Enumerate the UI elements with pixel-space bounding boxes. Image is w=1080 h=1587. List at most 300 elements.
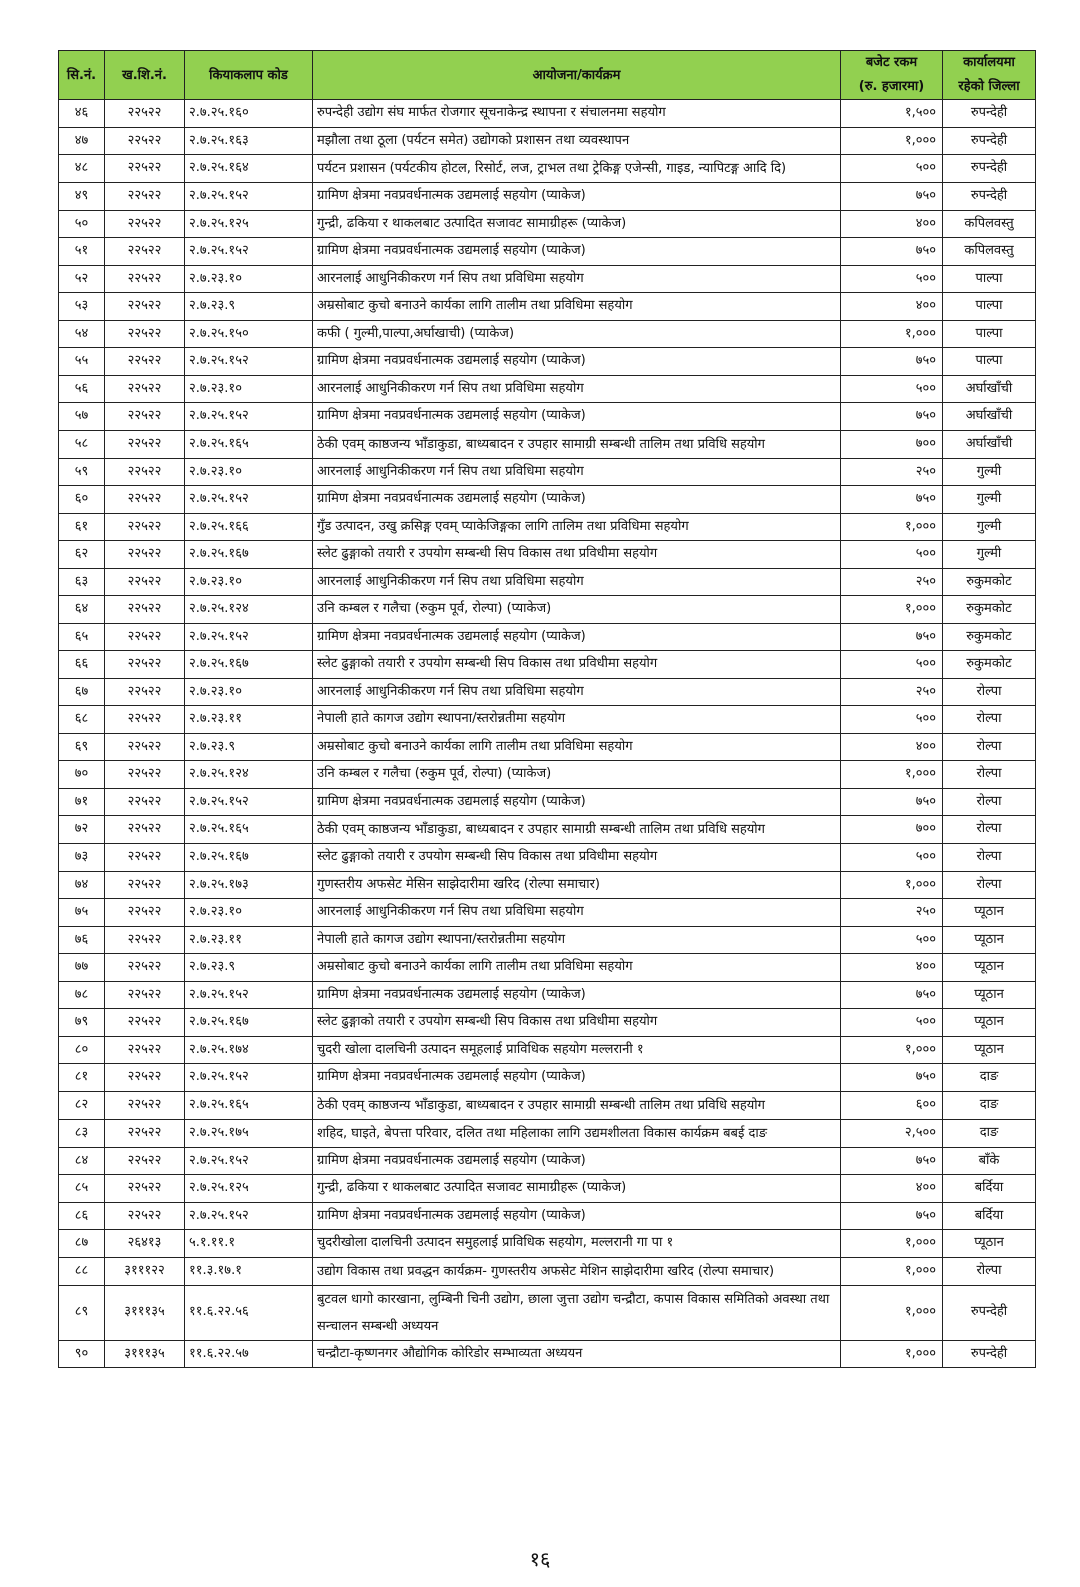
cell-budget-code: २२५२२ — [105, 486, 185, 514]
cell-sn: ४६ — [59, 100, 105, 128]
cell-sn: ४९ — [59, 183, 105, 211]
cell-amount: ७५० — [841, 1202, 943, 1230]
cell-sn: ५४ — [59, 320, 105, 348]
cell-sn: ५० — [59, 210, 105, 238]
cell-budget-code: ३१११२२ — [105, 1257, 185, 1285]
cell-sn: ५३ — [59, 293, 105, 321]
cell-amount: १,००० — [841, 513, 943, 541]
table-row — [59, 1230, 1036, 1258]
header-project: आयोजना/कार्यक्रम — [313, 51, 841, 100]
cell-district: गुल्मी — [943, 513, 1036, 541]
table-row — [59, 844, 1036, 872]
cell-budget-code: २२५२२ — [105, 651, 185, 679]
cell-sn: ८७ — [59, 1230, 105, 1258]
cell-sn: ७८ — [59, 981, 105, 1009]
cell-activity-code: २.७.२५.१५२ — [185, 1147, 313, 1175]
cell-district: पाल्पा — [943, 293, 1036, 321]
table-row — [59, 1257, 1036, 1285]
cell-district: पाल्पा — [943, 348, 1036, 376]
cell-activity-code: २.७.२५.१५२ — [185, 183, 313, 211]
table-row — [59, 899, 1036, 927]
cell-project: ग्रामिण क्षेत्रमा नवप्रवर्धनात्मक उद्यमलाई सहयोग (प्याकेज) — [313, 788, 841, 816]
cell-budget-code: २२५२२ — [105, 541, 185, 569]
cell-district: बाँके — [943, 1147, 1036, 1175]
cell-district: कपिलवस्तु — [943, 210, 1036, 238]
cell-project: ग्रामिण क्षेत्रमा नवप्रवर्धनात्मक उद्यमलाई सहयोग (प्याकेज) — [313, 403, 841, 431]
cell-district: रुपन्देही — [943, 100, 1036, 128]
cell-amount: १,००० — [841, 1257, 943, 1285]
cell-district: रुपन्देही — [943, 183, 1036, 211]
cell-district: रोल्पा — [943, 788, 1036, 816]
cell-sn: ६३ — [59, 568, 105, 596]
cell-activity-code: २.७.२५.१६५ — [185, 430, 313, 458]
cell-district: रुपन्देही — [943, 1340, 1036, 1368]
cell-budget-code: २२५२२ — [105, 596, 185, 624]
cell-project: अम्रसोबाट कुचो बनाउने कार्यका लागि तालीम तथा प्रविधिमा सहयोग — [313, 954, 841, 982]
cell-activity-code: २.७.२५.१६७ — [185, 1009, 313, 1037]
cell-amount: ४०० — [841, 210, 943, 238]
cell-project: आरनलाई आधुनिकीकरण गर्न सिप तथा प्रविधिमा सहयोग — [313, 568, 841, 596]
cell-amount: १,००० — [841, 127, 943, 155]
cell-project: गुणस्तरीय अफसेट मेसिन साझेदारीमा खरिद (रोल्पा समाचार) — [313, 871, 841, 899]
cell-district: रोल्पा — [943, 761, 1036, 789]
cell-project: ग्रामिण क्षेत्रमा नवप्रवर्धनात्मक उद्यमलाई सहयोग (प्याकेज) — [313, 1147, 841, 1175]
table-row — [59, 1064, 1036, 1092]
header-budget — [841, 51, 943, 100]
cell-district: प्यूठान — [943, 1230, 1036, 1258]
cell-sn: ६६ — [59, 651, 105, 679]
cell-amount: ५०० — [841, 651, 943, 679]
cell-budget-code: २२५२२ — [105, 513, 185, 541]
cell-district: प्यूठान — [943, 954, 1036, 982]
cell-budget-code: २२५२२ — [105, 844, 185, 872]
cell-budget-code: २२५२२ — [105, 1175, 185, 1203]
cell-activity-code: २.७.२५.१२४ — [185, 761, 313, 789]
cell-amount: २,५०० — [841, 1119, 943, 1147]
cell-sn: ८१ — [59, 1064, 105, 1092]
table-row — [59, 651, 1036, 679]
cell-amount: ७०० — [841, 816, 943, 844]
table-row — [59, 733, 1036, 761]
cell-district: रुकुमकोट — [943, 568, 1036, 596]
cell-budget-code: २२५२२ — [105, 430, 185, 458]
cell-project: अम्रसोबाट कुचो बनाउने कार्यका लागि तालीम तथा प्रविधिमा सहयोग — [313, 293, 841, 321]
header-district-line1: कार्यालयमा — [963, 55, 1015, 70]
cell-activity-code: २.७.२५.१५२ — [185, 788, 313, 816]
cell-amount: ७५० — [841, 788, 943, 816]
cell-amount: ४०० — [841, 733, 943, 761]
cell-activity-code: २.७.२५.१५२ — [185, 623, 313, 651]
cell-amount: २५० — [841, 678, 943, 706]
cell-sn: ५८ — [59, 430, 105, 458]
table-row — [59, 155, 1036, 183]
cell-district: प्यूठान — [943, 899, 1036, 927]
cell-sn: ७३ — [59, 844, 105, 872]
cell-sn: ६० — [59, 486, 105, 514]
cell-district: अर्घाखाँची — [943, 403, 1036, 431]
header-district — [943, 51, 1036, 100]
cell-activity-code: २.७.२३.१० — [185, 375, 313, 403]
cell-budget-code: २२५२२ — [105, 320, 185, 348]
cell-project: ग्रामिण क्षेत्रमा नवप्रवर्धनात्मक उद्यमलाई सहयोग (प्याकेज) — [313, 183, 841, 211]
table-row — [59, 1340, 1036, 1368]
cell-activity-code: २.७.२५.१५२ — [185, 238, 313, 266]
table-row — [59, 238, 1036, 266]
cell-district: प्यूठान — [943, 926, 1036, 954]
cell-budget-code: २२५२२ — [105, 981, 185, 1009]
table-row — [59, 375, 1036, 403]
table-row — [59, 678, 1036, 706]
table-row — [59, 430, 1036, 458]
table-row — [59, 127, 1036, 155]
cell-district: गुल्मी — [943, 541, 1036, 569]
cell-budget-code: २२५२२ — [105, 761, 185, 789]
cell-project: ग्रामिण क्षेत्रमा नवप्रवर्धनात्मक उद्यमलाई सहयोग (प्याकेज) — [313, 981, 841, 1009]
cell-amount: ५०० — [841, 541, 943, 569]
cell-district: रुपन्देही — [943, 127, 1036, 155]
cell-project: रुपन्देही उद्योग संघ मार्फत रोजगार सूचनाकेन्द्र स्थापना र संचालनमा सहयोग — [313, 100, 841, 128]
cell-activity-code: २.७.२५.१६७ — [185, 651, 313, 679]
cell-activity-code: २.७.२३.९ — [185, 954, 313, 982]
cell-project: स्लेट ढुङ्गाको तयारी र उपयोग सम्बन्धी सिप विकास तथा प्रविधीमा सहयोग — [313, 651, 841, 679]
cell-district: पाल्पा — [943, 265, 1036, 293]
cell-budget-code: २२५२२ — [105, 623, 185, 651]
cell-amount: १,००० — [841, 1285, 943, 1340]
cell-district: रोल्पा — [943, 844, 1036, 872]
cell-district: प्यूठान — [943, 981, 1036, 1009]
cell-budget-code: २२५२२ — [105, 706, 185, 734]
table-row — [59, 1009, 1036, 1037]
cell-budget-code: २२५२२ — [105, 733, 185, 761]
cell-activity-code: २.७.२५.१७५ — [185, 1119, 313, 1147]
table-row — [59, 1175, 1036, 1203]
cell-sn: ८५ — [59, 1175, 105, 1203]
cell-district: अर्घाखाँची — [943, 430, 1036, 458]
cell-district: रुकुमकोट — [943, 651, 1036, 679]
cell-sn: ८४ — [59, 1147, 105, 1175]
table-row — [59, 596, 1036, 624]
cell-project: चुदरीखोला दालचिनी उत्पादन समुहलाई प्राविधिक सहयोग, मल्लरानी गा पा १ — [313, 1230, 841, 1258]
cell-amount: ५०० — [841, 375, 943, 403]
cell-project: गुँड उत्पादन, उखु क्रसिङ्ग एवम् प्याकेजिङ्गका लागि तालिम तथा प्रविधिमा सहयोग — [313, 513, 841, 541]
cell-amount: ७५० — [841, 623, 943, 651]
cell-district: रुपन्देही — [943, 155, 1036, 183]
cell-activity-code: २.७.२३.१० — [185, 678, 313, 706]
cell-project: ठेकी एवम् काष्ठजन्य भाँडाकुडा, बाध्यबादन र उपहार सामाग्री सम्बन्धी तालिम तथा प्रविधि सहयोग — [313, 1091, 841, 1119]
cell-sn: ८९ — [59, 1285, 105, 1340]
cell-activity-code: २.७.२५.१६३ — [185, 127, 313, 155]
cell-district: रोल्पा — [943, 733, 1036, 761]
cell-sn: ९० — [59, 1340, 105, 1368]
table-row — [59, 926, 1036, 954]
cell-sn: ७७ — [59, 954, 105, 982]
cell-amount: ५०० — [841, 926, 943, 954]
cell-amount: ७५० — [841, 403, 943, 431]
cell-project: आरनलाई आधुनिकीकरण गर्न सिप तथा प्रविधिमा सहयोग — [313, 375, 841, 403]
cell-project: ग्रामिण क्षेत्रमा नवप्रवर्धनात्मक उद्यमलाई सहयोग (प्याकेज) — [313, 348, 841, 376]
table-row — [59, 513, 1036, 541]
cell-sn: ५१ — [59, 238, 105, 266]
cell-activity-code: २.७.२५.१५२ — [185, 348, 313, 376]
cell-activity-code: २.७.२३.१० — [185, 568, 313, 596]
cell-sn: ५५ — [59, 348, 105, 376]
table-row — [59, 1119, 1036, 1147]
cell-activity-code: २.७.२५.१५२ — [185, 1064, 313, 1092]
cell-budget-code: २६४१३ — [105, 1230, 185, 1258]
header-activity-code: कियाकलाप कोड — [185, 51, 313, 100]
cell-budget-code: २२५२२ — [105, 403, 185, 431]
cell-district: रोल्पा — [943, 1257, 1036, 1285]
cell-activity-code: २.७.२५.१५२ — [185, 486, 313, 514]
cell-project: ठेकी एवम् काष्ठजन्य भाँडाकुडा, बाध्यबादन र उपहार सामाग्री सम्बन्धी तालिम तथा प्रविधि सहयोग — [313, 816, 841, 844]
cell-amount: १,००० — [841, 1340, 943, 1368]
cell-sn: ५९ — [59, 458, 105, 486]
cell-amount: ६०० — [841, 1091, 943, 1119]
cell-sn: ८३ — [59, 1119, 105, 1147]
cell-activity-code: २.७.२५.१२५ — [185, 1175, 313, 1203]
cell-amount: ४०० — [841, 1175, 943, 1203]
cell-amount: ७५० — [841, 486, 943, 514]
cell-budget-code: २२५२२ — [105, 127, 185, 155]
cell-budget-code: ३१११३५ — [105, 1340, 185, 1368]
cell-district: अर्घाखाँची — [943, 375, 1036, 403]
cell-activity-code: ५.१.११.१ — [185, 1230, 313, 1258]
table-header-row — [59, 51, 1036, 100]
table-row — [59, 458, 1036, 486]
cell-district: बर्दिया — [943, 1202, 1036, 1230]
cell-activity-code: २.७.२५.१६६ — [185, 513, 313, 541]
cell-budget-code: २२५२२ — [105, 1064, 185, 1092]
cell-activity-code: २.७.२५.१५२ — [185, 1202, 313, 1230]
cell-project: नेपाली हाते कागज उद्योग स्थापना/स्तरोन्नतीमा सहयोग — [313, 706, 841, 734]
cell-activity-code: २.७.२५.१२५ — [185, 210, 313, 238]
cell-project: उनि कम्बल र गलैचा (रुकुम पूर्व, रोल्पा) (प्याकेज) — [313, 761, 841, 789]
cell-district: रोल्पा — [943, 706, 1036, 734]
cell-project: ठेकी एवम् काष्ठजन्य भाँडाकुडा, बाध्यबादन र उपहार सामाग्री सम्बन्धी तालिम तथा प्रविधि सहयोग — [313, 430, 841, 458]
table-row — [59, 1285, 1036, 1340]
cell-sn: ५२ — [59, 265, 105, 293]
cell-activity-code: २.७.२५.१६५ — [185, 816, 313, 844]
cell-activity-code: २.७.२३.११ — [185, 706, 313, 734]
table-row — [59, 1036, 1036, 1064]
cell-budget-code: २२५२२ — [105, 210, 185, 238]
cell-sn: ७२ — [59, 816, 105, 844]
cell-amount: १,००० — [841, 1230, 943, 1258]
cell-budget-code: २२५२२ — [105, 293, 185, 321]
cell-activity-code: २.७.२५.१६० — [185, 100, 313, 128]
table-row — [59, 816, 1036, 844]
cell-sn: ७५ — [59, 899, 105, 927]
cell-sn: ७१ — [59, 788, 105, 816]
cell-sn: ८८ — [59, 1257, 105, 1285]
cell-amount: ४०० — [841, 954, 943, 982]
table-row — [59, 265, 1036, 293]
cell-sn: ८६ — [59, 1202, 105, 1230]
cell-project: बुटवल धागो कारखाना, लुम्बिनी चिनी उद्योग, छाला जुत्ता उद्योग चन्द्रौटा, कपास विकास समितिको अवस्था तथा सन्चालन सम्बन्धी अध्ययन — [313, 1285, 841, 1340]
cell-budget-code: २२५२२ — [105, 458, 185, 486]
cell-sn: ७६ — [59, 926, 105, 954]
cell-activity-code: २.७.२५.१७३ — [185, 871, 313, 899]
cell-budget-code: २२५२२ — [105, 265, 185, 293]
cell-project: उद्योग विकास तथा प्रवद्धन कार्यक्रम- गुणस्तरीय अफसेट मेशिन साझेदारीमा खरिद (रोल्पा समाचार) — [313, 1257, 841, 1285]
cell-sn: ४८ — [59, 155, 105, 183]
cell-project: मझौला तथा ठूला (पर्यटन समेत) उद्योगको प्रशासन तथा व्यवस्थापन — [313, 127, 841, 155]
cell-district: रुकुमकोट — [943, 596, 1036, 624]
table-row — [59, 403, 1036, 431]
cell-amount: ७०० — [841, 430, 943, 458]
cell-activity-code: २.७.२३.९ — [185, 293, 313, 321]
cell-district: कपिलवस्तु — [943, 238, 1036, 266]
cell-activity-code: २.७.२३.१० — [185, 899, 313, 927]
cell-sn: ६७ — [59, 678, 105, 706]
cell-sn: ६१ — [59, 513, 105, 541]
cell-budget-code: २२५२२ — [105, 871, 185, 899]
cell-activity-code: २.७.२५.१५२ — [185, 403, 313, 431]
page-number: १६ — [529, 1547, 551, 1571]
cell-project: कफी ( गुल्मी,पाल्पा,अर्घाखाची) (प्याकेज) — [313, 320, 841, 348]
cell-amount: ७५० — [841, 1064, 943, 1092]
cell-amount: ५०० — [841, 1009, 943, 1037]
cell-project: आरनलाई आधुनिकीकरण गर्न सिप तथा प्रविधिमा सहयोग — [313, 458, 841, 486]
header-budget-code: ख.शि.नं. — [105, 51, 185, 100]
cell-amount: २५० — [841, 899, 943, 927]
cell-project: शहिद, घाइते, बेपत्ता परिवार, दलित तथा महिलाका लागि उद्यमशीलता विकास कार्यक्रम बबई दाङ — [313, 1119, 841, 1147]
cell-amount: २५० — [841, 568, 943, 596]
cell-project: ग्रामिण क्षेत्रमा नवप्रवर्धनात्मक उद्यमलाई सहयोग (प्याकेज) — [313, 1202, 841, 1230]
cell-budget-code: २२५२२ — [105, 954, 185, 982]
cell-activity-code: २.७.२५.१५० — [185, 320, 313, 348]
cell-budget-code: २२५२२ — [105, 568, 185, 596]
table-row — [59, 568, 1036, 596]
cell-project: स्लेट ढुङ्गाको तयारी र उपयोग सम्बन्धी सिप विकास तथा प्रविधीमा सहयोग — [313, 844, 841, 872]
table-row — [59, 210, 1036, 238]
cell-sn: ७४ — [59, 871, 105, 899]
table-row — [59, 486, 1036, 514]
cell-project: गुन्द्री, ढकिया र थाकलबाट उत्पादित सजावट सामाग्रीहरू (प्याकेज) — [313, 1175, 841, 1203]
cell-budget-code: २२५२२ — [105, 926, 185, 954]
cell-activity-code: २.७.२५.१२४ — [185, 596, 313, 624]
cell-amount: ५०० — [841, 155, 943, 183]
cell-project: स्लेट ढुङ्गाको तयारी र उपयोग सम्बन्धी सिप विकास तथा प्रविधीमा सहयोग — [313, 1009, 841, 1037]
cell-district: दाङ — [943, 1119, 1036, 1147]
table-row — [59, 1202, 1036, 1230]
cell-amount: १,००० — [841, 871, 943, 899]
cell-sn: ५६ — [59, 375, 105, 403]
cell-activity-code: २.७.२३.१० — [185, 265, 313, 293]
cell-activity-code: २.७.२५.१५२ — [185, 981, 313, 1009]
cell-activity-code: २.७.२५.१६४ — [185, 155, 313, 183]
cell-activity-code: २.७.२५.१६७ — [185, 844, 313, 872]
cell-project: नेपाली हाते कागज उद्योग स्थापना/स्तरोन्नतीमा सहयोग — [313, 926, 841, 954]
cell-project: ग्रामिण क्षेत्रमा नवप्रवर्धनात्मक उद्यमलाई सहयोग (प्याकेज) — [313, 238, 841, 266]
cell-budget-code: २२५२२ — [105, 100, 185, 128]
cell-district: गुल्मी — [943, 486, 1036, 514]
cell-sn: ५७ — [59, 403, 105, 431]
cell-budget-code: २२५२२ — [105, 1091, 185, 1119]
cell-budget-code: २२५२२ — [105, 1147, 185, 1175]
table-row — [59, 761, 1036, 789]
header-budget-line1: बजेट रकम — [865, 55, 918, 70]
cell-district: दाङ — [943, 1064, 1036, 1092]
cell-amount: ७५० — [841, 348, 943, 376]
cell-activity-code: २.७.२३.९ — [185, 733, 313, 761]
cell-project: चन्द्रौटा-कृष्णनगर औद्योगिक कोरिडोर सम्भाव्यता अध्ययन — [313, 1340, 841, 1368]
cell-project: पर्यटन प्रशासन (पर्यटकीय होटल, रिसोर्ट, लज, ट्राभल तथा ट्रेकिङ्ग एजेन्सी, गाइड, न्यापिटङ्ग आदि दि) — [313, 155, 841, 183]
cell-activity-code: २.७.२३.११ — [185, 926, 313, 954]
cell-budget-code: २२५२२ — [105, 155, 185, 183]
cell-activity-code: २.७.२५.१६५ — [185, 1091, 313, 1119]
cell-budget-code: २२५२२ — [105, 678, 185, 706]
cell-district: प्यूठान — [943, 1036, 1036, 1064]
cell-project: ग्रामिण क्षेत्रमा नवप्रवर्धनात्मक उद्यमलाई सहयोग (प्याकेज) — [313, 623, 841, 651]
cell-district: प्यूठान — [943, 1009, 1036, 1037]
cell-district: रुपन्देही — [943, 1285, 1036, 1340]
cell-amount: १,५०० — [841, 100, 943, 128]
cell-district: रोल्पा — [943, 871, 1036, 899]
cell-sn: ६४ — [59, 596, 105, 624]
table-row — [59, 1147, 1036, 1175]
cell-project: चुदरी खोला दालचिनी उत्पादन समूहलाई प्राविधिक सहयोग मल्लरानी १ — [313, 1036, 841, 1064]
table-row — [59, 871, 1036, 899]
cell-activity-code: ११.३.१७.१ — [185, 1257, 313, 1285]
cell-district: पाल्पा — [943, 320, 1036, 348]
cell-project: आरनलाई आधुनिकीकरण गर्न सिप तथा प्रविधिमा सहयोग — [313, 265, 841, 293]
cell-budget-code: २२५२२ — [105, 375, 185, 403]
table-row — [59, 320, 1036, 348]
table-row — [59, 183, 1036, 211]
cell-amount: १,००० — [841, 596, 943, 624]
cell-amount: ७५० — [841, 981, 943, 1009]
cell-amount: ७५० — [841, 238, 943, 266]
cell-amount: १,००० — [841, 320, 943, 348]
cell-budget-code: २२५२२ — [105, 816, 185, 844]
table-row — [59, 954, 1036, 982]
cell-budget-code: २२५२२ — [105, 238, 185, 266]
table-row — [59, 788, 1036, 816]
cell-amount: ५०० — [841, 706, 943, 734]
cell-budget-code: २२५२२ — [105, 1119, 185, 1147]
header-sn: सि.नं. — [59, 51, 105, 100]
cell-project: स्लेट ढुङ्गाको तयारी र उपयोग सम्बन्धी सिप विकास तथा प्रविधीमा सहयोग — [313, 541, 841, 569]
cell-budget-code: २२५२२ — [105, 183, 185, 211]
cell-budget-code: २२५२२ — [105, 1009, 185, 1037]
cell-sn: ८० — [59, 1036, 105, 1064]
cell-amount: ५०० — [841, 265, 943, 293]
table-row — [59, 541, 1036, 569]
cell-sn: ६२ — [59, 541, 105, 569]
cell-project: अम्रसोबाट कुचो बनाउने कार्यका लागि तालीम तथा प्रविधिमा सहयोग — [313, 733, 841, 761]
cell-district: बर्दिया — [943, 1175, 1036, 1203]
header-budget-line2: (रु. हजारमा) — [858, 79, 925, 94]
cell-project: उनि कम्बल र गलैचा (रुकुम पूर्व, रोल्पा) (प्याकेज) — [313, 596, 841, 624]
table-row — [59, 1091, 1036, 1119]
cell-district: रोल्पा — [943, 678, 1036, 706]
table-row — [59, 100, 1036, 128]
cell-activity-code: ११.६.२२.५७ — [185, 1340, 313, 1368]
cell-sn: ६५ — [59, 623, 105, 651]
header-district-line2: रहेको जिल्ला — [958, 79, 1020, 94]
cell-budget-code: २२५२२ — [105, 348, 185, 376]
cell-district: रुकुमकोट — [943, 623, 1036, 651]
cell-amount: १,००० — [841, 761, 943, 789]
table-row — [59, 706, 1036, 734]
cell-budget-code: ३१११३५ — [105, 1285, 185, 1340]
cell-budget-code: २२५२२ — [105, 1202, 185, 1230]
cell-project: ग्रामिण क्षेत्रमा नवप्रवर्धनात्मक उद्यमलाई सहयोग (प्याकेज) — [313, 486, 841, 514]
budget-table-page — [58, 50, 1035, 1368]
cell-activity-code: २.७.२५.१७४ — [185, 1036, 313, 1064]
cell-activity-code: २.७.२५.१६७ — [185, 541, 313, 569]
